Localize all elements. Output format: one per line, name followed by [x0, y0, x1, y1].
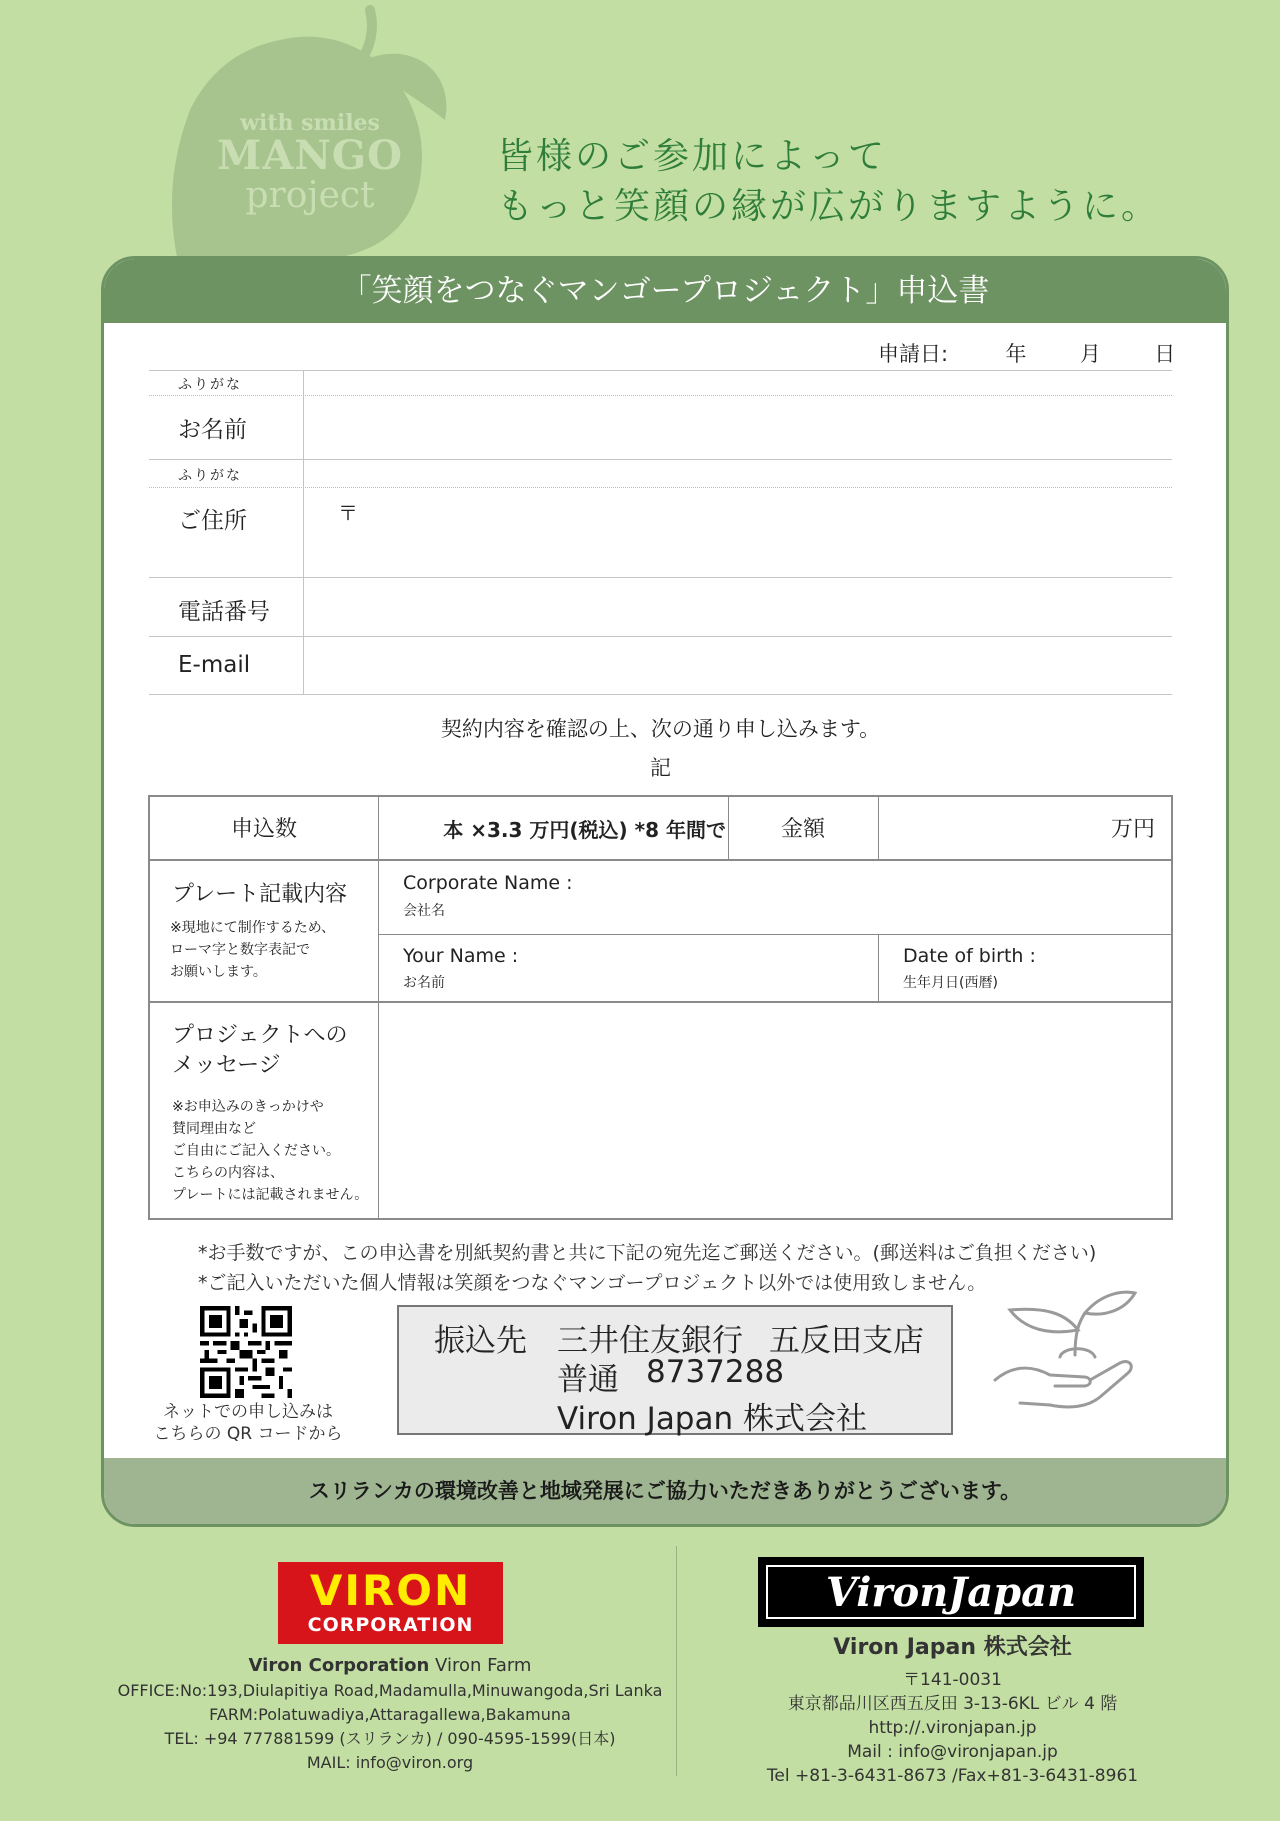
form-footer-message: スリランカの環境改善と地域発展にご協力いただきありがとうございます。	[104, 1458, 1226, 1524]
corporate-name-label: Corporate Name :	[403, 872, 573, 894]
viron-logo-top: VIRON	[309, 1566, 472, 1615]
plate-note-line: お願いします。	[170, 964, 267, 980]
viron-corp-address	[100, 1679, 680, 1775]
vj-tel: Tel +81-3-6431-8673 /Fax+81-3-6431-8961	[766, 1766, 1139, 1786]
message-note-line: プレートには記載されません。	[172, 1187, 369, 1203]
date-month: 月	[1079, 342, 1101, 366]
viron-mail[interactable]: MAIL: info@viron.org	[306, 1753, 474, 1772]
phone-label: 電話番号	[178, 599, 270, 625]
date-day: 日	[1154, 342, 1176, 366]
vj-address: 東京都品川区西五反田 3-13-6KL ビル 4 階	[787, 1694, 1118, 1714]
corporate-name-sub: 会社名	[403, 903, 445, 919]
message-note-line: ご自由にご記入ください。	[172, 1143, 340, 1159]
name-field[interactable]	[304, 371, 1172, 459]
viron-japan-name: Viron Japan 株式会社	[833, 1635, 1072, 1660]
name-label: お名前	[178, 417, 247, 443]
vj-url[interactable]: http://.vironjapan.jp	[868, 1718, 1037, 1738]
logo-line2: MANGO	[217, 132, 403, 179]
postal-mark: 〒	[338, 501, 358, 525]
qr-code-icon	[200, 1306, 292, 1398]
qr-code[interactable]	[200, 1306, 292, 1398]
count-value[interactable]: 本 ×3.3 万円(税込) *8 年間で	[443, 818, 726, 842]
message-field[interactable]	[379, 1003, 1171, 1218]
your-name-label: Your Name :	[403, 945, 519, 967]
form-title: 「笑顔をつなぐマンゴープロジェクト」申込書	[104, 259, 1226, 323]
bank-transfer-box	[397, 1305, 953, 1435]
amount-unit[interactable]: 万円	[1110, 817, 1155, 842]
application-table	[148, 795, 1173, 1220]
viron-corp-name	[100, 1654, 680, 1678]
ki-text: 記	[650, 756, 671, 780]
viron-japan-address	[720, 1668, 1185, 1788]
bank-branch: 五反田支店	[769, 1323, 924, 1359]
message-label	[172, 1021, 348, 1081]
plant-in-hand-icon	[990, 1285, 1140, 1425]
tagline-line2: もっと笑顔の縁が広がりますように。	[497, 186, 1161, 227]
account-holder: Viron Japan 株式会社	[557, 1401, 867, 1437]
phone-field[interactable]	[304, 578, 1172, 636]
your-name-field[interactable]	[379, 935, 878, 1001]
plate-note-line: ローマ字と数字表記で	[170, 942, 310, 958]
vj-postal: 〒141-0031	[903, 1670, 1002, 1690]
message-note-line: こちらの内容は、	[172, 1165, 284, 1181]
plate-label: プレート記載内容	[172, 882, 348, 907]
bank-name: 三井住友銀行	[557, 1323, 743, 1359]
corporate-name-field[interactable]	[379, 861, 1171, 934]
date-label: 申請日:	[878, 342, 949, 366]
your-name-sub: お名前	[403, 975, 445, 991]
logo-line1: with smiles	[240, 110, 380, 136]
note-mail: *お手数ですが、この申込書を別紙契約書と共に下記の宛先迄ご郵送ください。(郵送料はご負担ください)	[198, 1242, 1097, 1264]
viron-office: OFFICE:No:193,Diulapitiya Road,Madamulla,Minuwangoda,Sri Lanka	[117, 1681, 663, 1700]
furigana-label-address: ふりがな	[178, 468, 242, 484]
plate-note-line: ※現地にて制作するため、	[170, 920, 336, 936]
viron-tel: TEL: +94 777881599 (スリランカ) / 090-4595-1599(日本)	[164, 1729, 616, 1748]
message-note-line: 賛同理由など	[172, 1121, 256, 1137]
dob-label: Date of birth :	[903, 945, 1036, 967]
qr-caption-line: こちらの QR コードから	[153, 1424, 343, 1444]
dob-field[interactable]	[879, 935, 1171, 1001]
furigana-label-name: ふりがな	[178, 377, 242, 393]
note-privacy: *ご記入いただいた個人情報は笑顔をつなぐマンゴープロジェクト以外では使用致しません。	[198, 1272, 987, 1294]
message-note	[172, 1096, 368, 1206]
date-year: 年	[1005, 342, 1027, 366]
email-field[interactable]	[304, 637, 1172, 694]
application-date[interactable]	[878, 338, 1175, 368]
bank-label: 振込先	[434, 1323, 527, 1359]
tagline-line1: 皆様のご参加によって	[497, 136, 888, 177]
account-number: 8737288	[646, 1354, 785, 1390]
viron-corporation-logo	[278, 1562, 503, 1644]
message-label-line: メッセージ	[172, 1053, 281, 1078]
count-label: 申込数	[230, 817, 297, 842]
vj-mail[interactable]: Mail : info@vironjapan.jp	[847, 1742, 1058, 1762]
viron-japan-logo-text: VironJapan	[766, 1565, 1136, 1619]
amount-label: 金額	[780, 817, 825, 842]
logo-line3: project	[245, 175, 375, 216]
viron-corp-name-bold: Viron Corporation	[248, 1655, 430, 1676]
divider	[878, 797, 879, 859]
divider	[149, 694, 1172, 695]
dob-sub: 生年月日(西暦)	[903, 975, 998, 991]
viron-farm: FARM:Polatuwadiya,Attaragallewa,Bakamuna	[209, 1705, 571, 1724]
email-label: E-mail	[178, 652, 251, 678]
address-field[interactable]	[304, 460, 1172, 577]
account-type: 普通	[557, 1362, 619, 1398]
qr-caption	[138, 1401, 358, 1445]
viron-japan-logo	[758, 1557, 1144, 1627]
address-label: ご住所	[178, 508, 247, 534]
viron-logo-bottom: CORPORATION	[307, 1614, 474, 1636]
message-note-line: ※お申込みのきっかけや	[172, 1099, 324, 1115]
agreement-text: 契約内容を確認の上、次の通り申し込みます。	[440, 717, 881, 741]
mango-project-logo	[170, 0, 470, 262]
qr-caption-line: ネットでの申し込みは	[163, 1402, 333, 1422]
plate-note	[170, 917, 335, 983]
viron-corp-name-rest: Viron Farm	[429, 1655, 532, 1676]
message-label-line: プロジェクトへの	[172, 1023, 348, 1048]
